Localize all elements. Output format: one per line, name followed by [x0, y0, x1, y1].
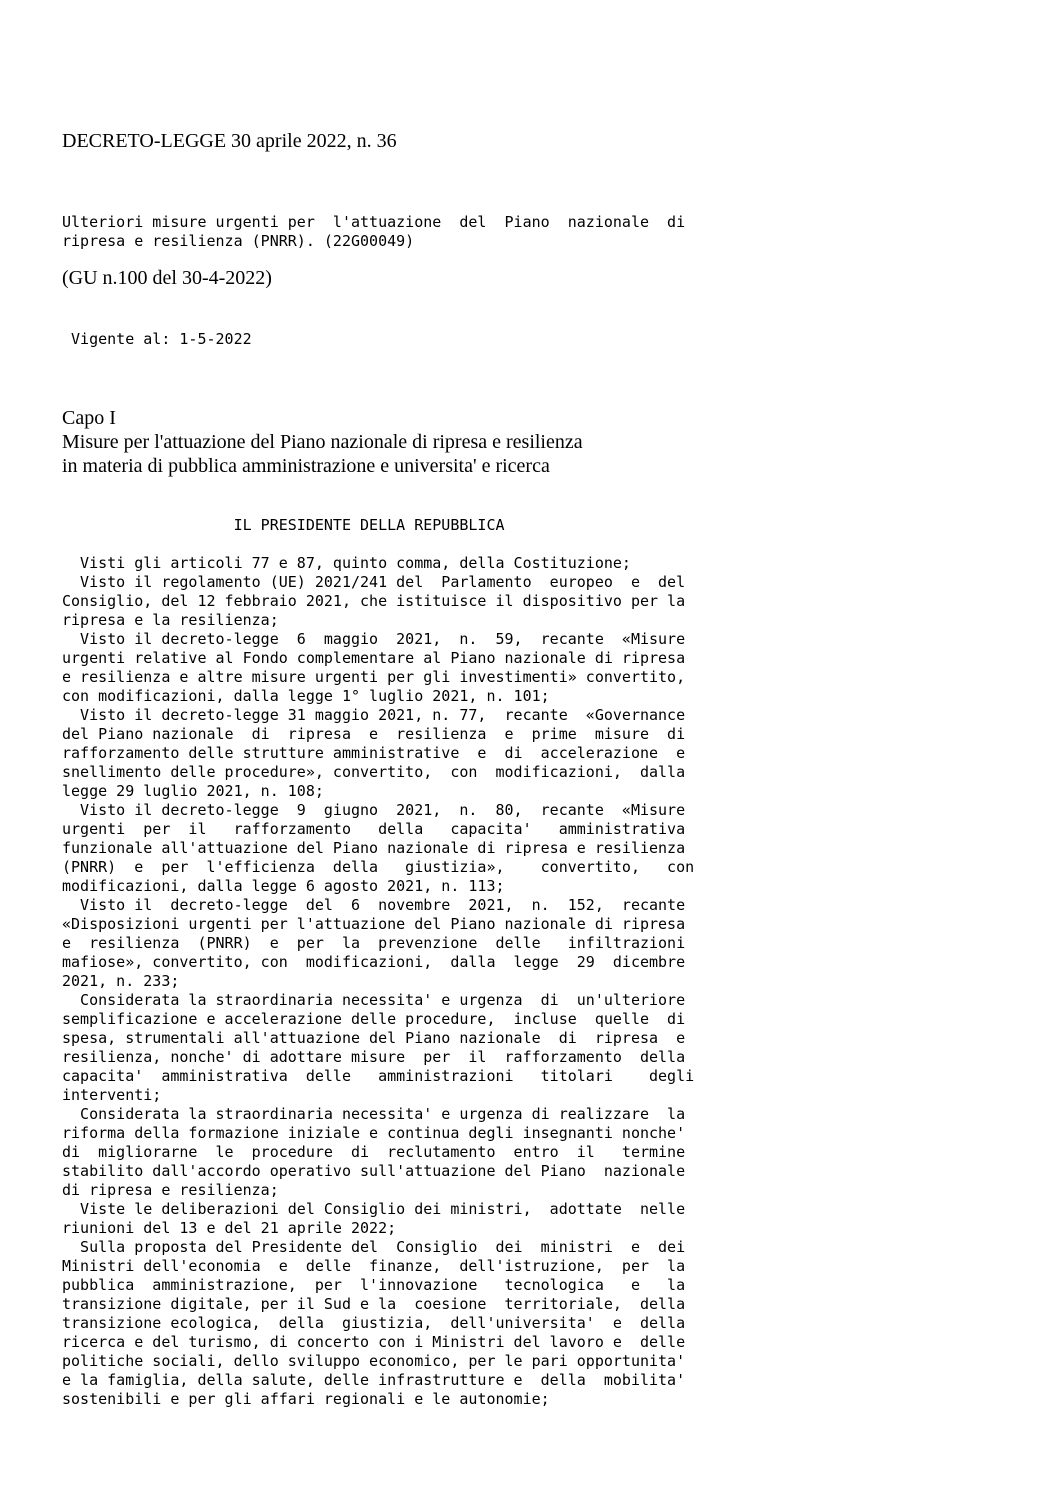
preamble-line: Consiglio, del 12 febbraio 2021, che istituisce il dispositivo per la: [62, 592, 686, 610]
preamble-line: riforma della formazione iniziale e continua degli insegnanti nonche': [62, 1124, 686, 1142]
preamble-line: interventi;: [62, 1086, 162, 1104]
preamble-line: Considerata la straordinaria necessita' e urgenza di realizzare la: [62, 1105, 686, 1123]
preamble-line: mafiose», convertito, con modificazioni, dalla legge 29 dicembre: [62, 953, 686, 971]
preamble-line: e resilienza (PNRR) e per la prevenzione delle infiltrazioni: [62, 934, 686, 952]
preamble-line: modificazioni, dalla legge 6 agosto 2021, n. 113;: [62, 877, 505, 895]
preamble-heading: IL PRESIDENTE DELLA REPUBBLICA: [62, 516, 505, 534]
preamble-line: ripresa e la resilienza;: [62, 611, 279, 629]
preamble-line: Ministri dell'economia e delle finanze, dell'istruzione, per la: [62, 1257, 686, 1275]
preamble-line: e resilienza e altre misure urgenti per gli investimenti» convertito,: [62, 668, 686, 686]
decree-preamble: [62, 516, 694, 1409]
subtitle-line: ripresa e resilienza (PNRR). (22G00049): [62, 232, 415, 250]
preamble-line: «Disposizioni urgenti per l'attuazione del Piano nazionale di ripresa: [62, 915, 686, 933]
preamble-line: rafforzamento delle strutture amministrative e di accelerazione e: [62, 744, 686, 762]
chapter-number: Capo I: [62, 407, 116, 429]
preamble-line: del Piano nazionale di ripresa e resilienza e prime misure di: [62, 725, 686, 743]
chapter-title-line: Misure per l'attuazione del Piano nazionale di ripresa e resilienza: [62, 431, 583, 453]
chapter-heading: [62, 406, 583, 478]
preamble-line: ricerca e del turismo, di concerto con i Ministri del lavoro e delle: [62, 1333, 686, 1351]
preamble-line: urgenti per il rafforzamento della capacita' amministrativa: [62, 820, 686, 838]
preamble-line: Viste le deliberazioni del Consiglio dei ministri, adottate nelle: [62, 1200, 686, 1218]
preamble-line: funzionale all'attuazione del Piano nazionale di ripresa e resilienza: [62, 839, 686, 857]
preamble-line: Visto il regolamento (UE) 2021/241 del Parlamento europeo e del: [62, 573, 686, 591]
preamble-line: spesa, strumentali all'attuazione del Piano nazionale di ripresa e: [62, 1029, 686, 1047]
decree-subtitle: [62, 213, 685, 251]
in-force-date: Vigente al: 1-5-2022: [62, 330, 252, 348]
preamble-line: (PNRR) e per l'efficienza della giustizia», convertito, con: [62, 858, 695, 876]
preamble-line: Visto il decreto-legge 6 maggio 2021, n. 59, recante «Misure: [62, 630, 686, 648]
preamble-line: di migliorarne le procedure di reclutamento entro il termine: [62, 1143, 686, 1161]
preamble-line: Visti gli articoli 77 e 87, quinto comma, della Costituzione;: [62, 554, 631, 572]
decree-title: DECRETO-LEGGE 30 aprile 2022, n. 36: [62, 130, 397, 152]
preamble-line: riunioni del 13 e del 21 aprile 2022;: [62, 1219, 397, 1237]
preamble-line: transizione ecologica, della giustizia, dell'universita' e della: [62, 1314, 686, 1332]
preamble-line: con modificazioni, dalla legge 1° luglio 2021, n. 101;: [62, 687, 550, 705]
preamble-line: resilienza, nonche' di adottare misure per il rafforzamento della: [62, 1048, 686, 1066]
preamble-line: transizione digitale, per il Sud e la coesione territoriale, della: [62, 1295, 686, 1313]
preamble-line: capacita' amministrativa delle amministrazioni titolari degli: [62, 1067, 695, 1085]
preamble-line: e la famiglia, della salute, delle infrastrutture e della mobilita': [62, 1371, 686, 1389]
preamble-line: di ripresa e resilienza;: [62, 1181, 279, 1199]
preamble-line: Considerata la straordinaria necessita' e urgenza di un'ulteriore: [62, 991, 686, 1009]
preamble-line: snellimento delle procedure», convertito, con modificazioni, dalla: [62, 763, 686, 781]
subtitle-line: Ulteriori misure urgenti per l'attuazione del Piano nazionale di: [62, 213, 686, 231]
preamble-line: sostenibili e per gli affari regionali e le autonomie;: [62, 1390, 550, 1408]
preamble-line: Visto il decreto-legge 9 giugno 2021, n. 80, recante «Misure: [62, 801, 686, 819]
preamble-line: urgenti relative al Fondo complementare al Piano nazionale di ripresa: [62, 649, 686, 667]
preamble-line: Visto il decreto-legge del 6 novembre 2021, n. 152, recante: [62, 896, 686, 914]
preamble-line: 2021, n. 233;: [62, 972, 180, 990]
preamble-line: legge 29 luglio 2021, n. 108;: [62, 782, 324, 800]
preamble-line: Sulla proposta del Presidente del Consiglio dei ministri e dei: [62, 1238, 686, 1256]
chapter-title-line: in materia di pubblica amministrazione e universita' e ricerca: [62, 455, 550, 477]
preamble-line: politiche sociali, dello sviluppo economico, per le pari opportunita': [62, 1352, 686, 1370]
gazette-reference: (GU n.100 del 30-4-2022): [62, 267, 272, 289]
preamble-line: stabilito dall'accordo operativo sull'attuazione del Piano nazionale: [62, 1162, 686, 1180]
preamble-line: semplificazione e accelerazione delle procedure, incluse quelle di: [62, 1010, 686, 1028]
preamble-line: pubblica amministrazione, per l'innovazione tecnologica e la: [62, 1276, 686, 1294]
preamble-line: Visto il decreto-legge 31 maggio 2021, n. 77, recante «Governance: [62, 706, 686, 724]
